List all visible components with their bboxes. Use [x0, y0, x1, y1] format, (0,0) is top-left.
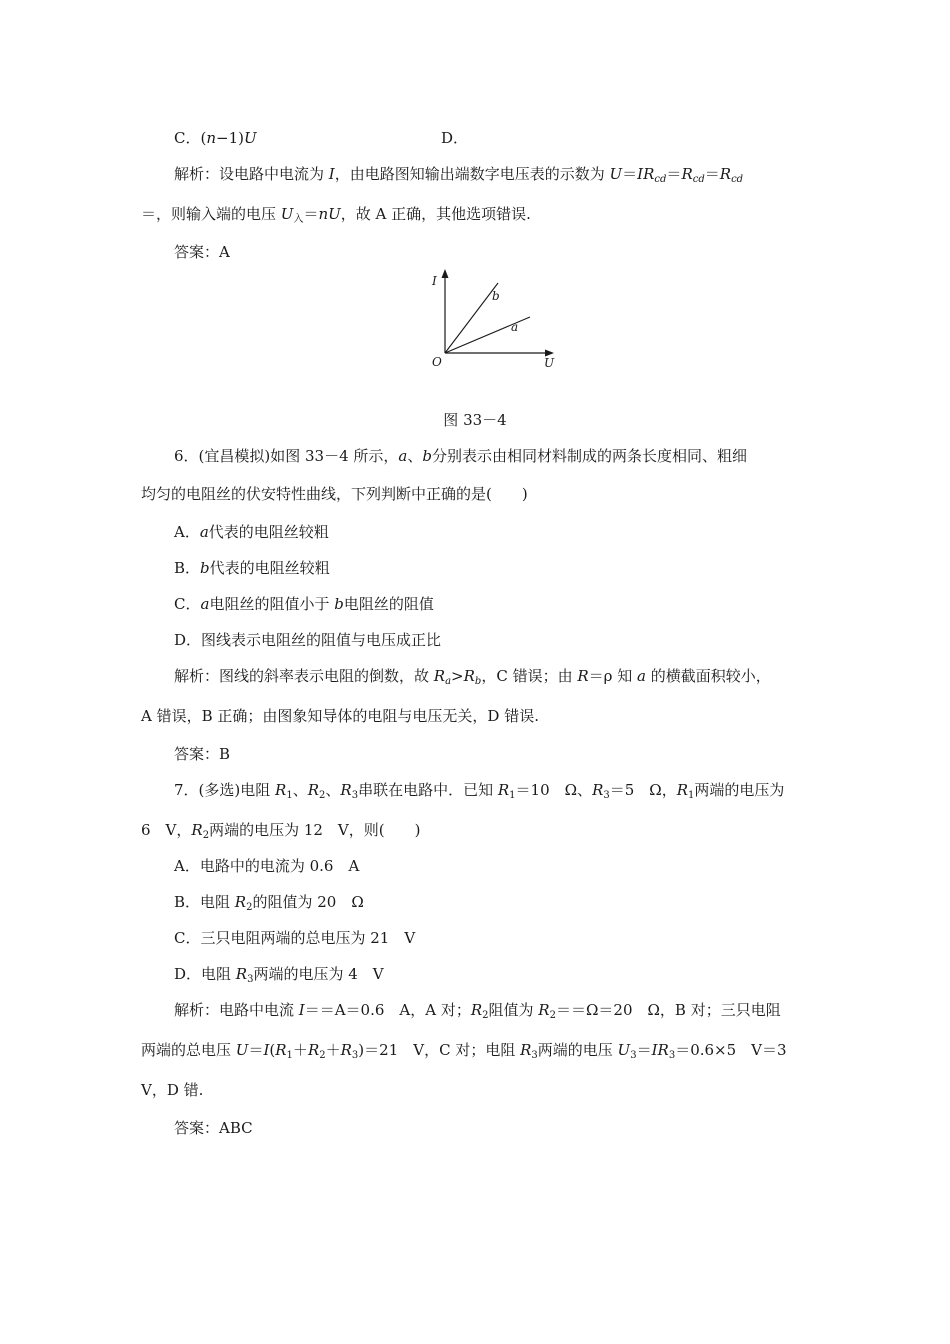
q6-option-d: D．图线表示电阻丝的阻值与电压成正比 — [174, 631, 442, 649]
axis-i-arrow — [442, 269, 449, 278]
label-i: I — [432, 274, 437, 288]
label-b: b — [492, 289, 500, 303]
label-a: a — [511, 320, 519, 334]
q6-option-b: B．b代表的电阻丝较粗 — [174, 559, 330, 577]
q7-explanation-line3: V，D 错. — [141, 1081, 204, 1099]
q6-stem-line2: 均匀的电阻丝的伏安特性曲线，下列判断中正确的是( ) — [141, 485, 528, 503]
label-o: O — [432, 355, 442, 369]
q7-option-b: B．电阻 $R_2$的阻值为 20 Ω — [174, 893, 364, 913]
figure-caption: 图 33－4 — [443, 411, 507, 429]
q7-option-a: A．电路中的电流为 0.6 A — [174, 857, 360, 875]
q5-answer: 答案：A — [174, 243, 230, 261]
q6-option-c: C．a电阻丝的阻值小于 b电阻丝的阻值 — [174, 595, 434, 613]
q7-option-c: C．三只电阻两端的总电压为 21 V — [174, 929, 416, 947]
label-u: U — [544, 356, 555, 370]
q5-option-d: D． — [441, 129, 469, 147]
q6-explanation-line2: A 错误，B 正确；由图象知导体的电阻与电压无关，D 错误. — [141, 707, 539, 725]
q7-option-d: D．电阻 $R_3$两端的电压为 4 V — [174, 965, 384, 985]
q6-explanation-line1: 解析：图线的斜率表示电阻的倒数，故 $R_a>R_b$，C 错误；由 R＝ρ 知 a 的横截面积较小， — [174, 667, 771, 687]
q7-answer: 答案：ABC — [174, 1119, 253, 1137]
q5-option-c: C．(n−1)U — [174, 129, 257, 147]
q7-explanation-line2: 两端的总电压 $U=I(R_1+R_2+R_3)=21$ V，C 对；电阻 $R_3$两端的电压 $U_3=IR_3=0.6\times 5$ V＝3 — [141, 1041, 787, 1061]
q6-stem-line1: 6．(宜昌模拟)如图 33－4 所示，a、b分别表示由相同材料制成的两条长度相同、粗细 — [174, 447, 748, 465]
q7-stem-line1: 7．(多选)电阻 $R_1$、$R_2$、$R_3$串联在电路中．已知 $R_1=10$ Ω、$R_3=5$ Ω，$R_1$两端的电压为 — [174, 781, 785, 801]
q6-option-a: A．a代表的电阻丝较粗 — [174, 523, 329, 541]
q6-answer: 答案：B — [174, 745, 231, 763]
line-b — [445, 283, 498, 353]
q5-explanation-line1: 解析：设电路中电流为 I，由电路图知输出端数字电压表的示数为 $U=IR_{cd}=R_{cd}=R_{cd}$ — [174, 165, 744, 185]
iu-graph — [420, 265, 570, 375]
q7-stem-line2: 6 V，$R_2$两端的电压为 12 V，则( ) — [141, 821, 421, 841]
q5-explanation-line2: ＝，则输入端的电压 $U_入=nU$，故 A 正确，其他选项错误. — [141, 205, 531, 225]
q7-explanation-line1: 解析：电路中电流 I＝＝A＝0.6 A，A 对；$R_2$阻值为 $R_2==\Omega=20$ Ω，B 对；三只电阻 — [174, 1001, 781, 1021]
